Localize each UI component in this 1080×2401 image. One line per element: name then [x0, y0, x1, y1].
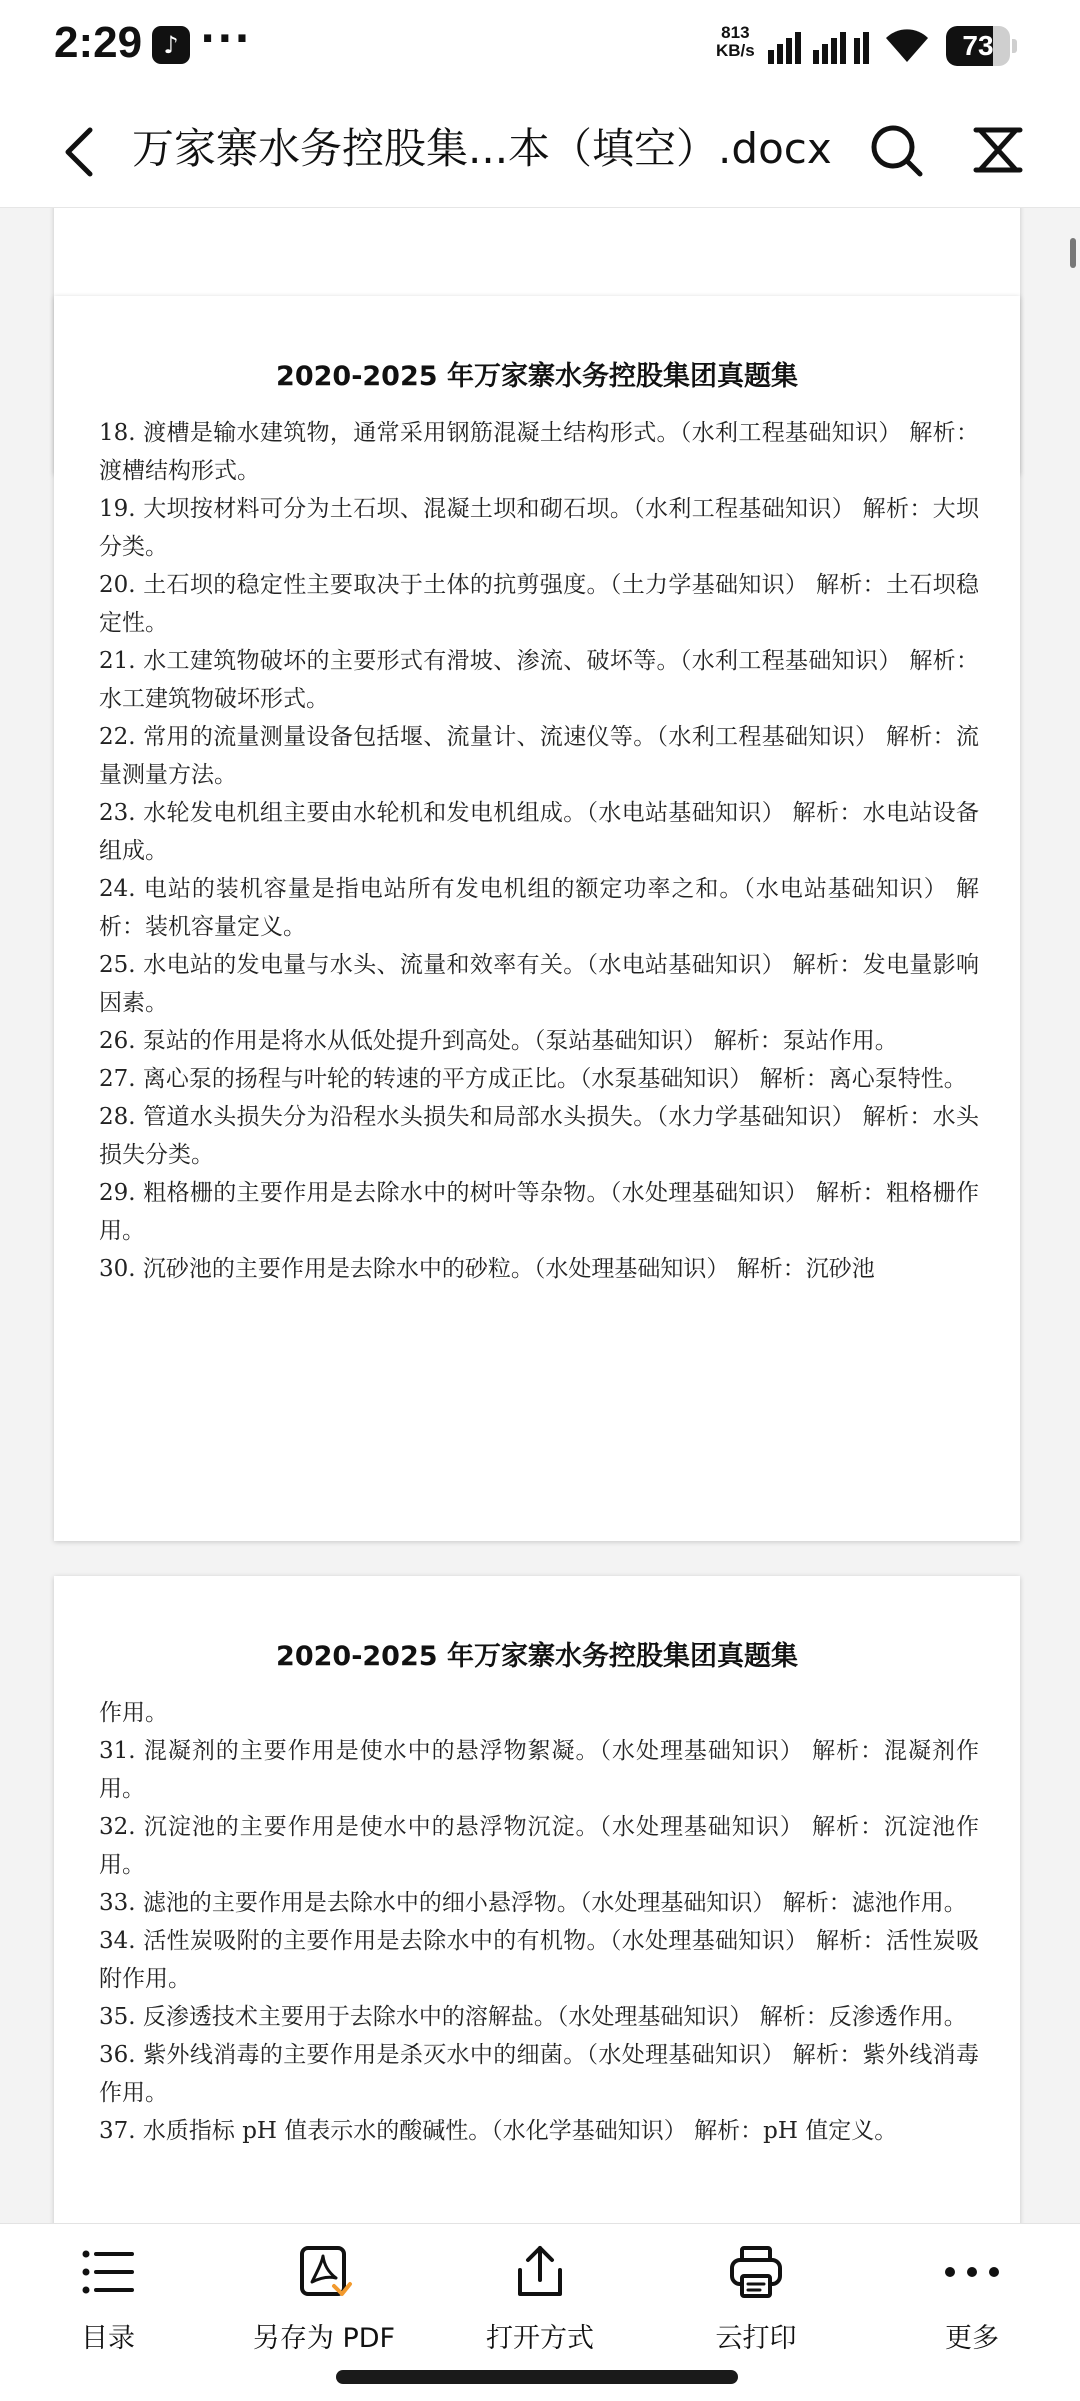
page-body: [99, 414, 979, 1288]
save-as-pdf-label: 另存为 PDF: [252, 2323, 396, 2354]
network-speed-unit: KB/s: [716, 41, 755, 60]
network-speed-value: 813: [721, 23, 750, 42]
question-item: 20. 土石坝的稳定性主要取决于土体的抗剪强度。（土力学基础知识） 解析：土石坝稳定性。: [99, 572, 979, 636]
battery-icon: [946, 26, 1018, 66]
document-page: [54, 1576, 1020, 2223]
toc-button[interactable]: [8, 2242, 208, 2362]
share-icon: [510, 2242, 570, 2302]
more-label: 更多: [945, 2323, 999, 2354]
pdf-icon: [294, 2242, 354, 2302]
question-item: 37. 水质指标 pH 值表示水的酸碱性。（水化学基础知识） 解析：pH 值定义。: [99, 2118, 898, 2144]
question-item: 23. 水轮发电机组主要由水轮机和发电机组成。（水电站基础知识） 解析：水电站设备组成。: [99, 800, 979, 864]
question-item: 30. 沉砂池的主要作用是去除水中的砂粒。（水处理基础知识） 解析：沉砂池: [99, 1256, 875, 1282]
question-item: 31. 混凝剂的主要作用是使水中的悬浮物絮凝。（水处理基础知识） 解析：混凝剂作用。: [99, 1738, 979, 1802]
tiktok-icon: ♪: [152, 26, 190, 64]
toc-label: 目录: [81, 2323, 135, 2354]
question-item: 29. 粗格栅的主要作用是去除水中的树叶等杂物。（水处理基础知识） 解析：粗格栅作用。: [99, 1180, 979, 1244]
open-with-label: 打开方式: [486, 2323, 594, 2354]
question-item: 24. 电站的装机容量是指电站所有发电机组的额定功率之和。（水电站基础知识） 解析：装机容量定义。: [99, 876, 979, 940]
printer-icon: [726, 2242, 786, 2302]
home-indicator[interactable]: [336, 2370, 738, 2384]
scrollbar-thumb[interactable]: [1070, 238, 1076, 268]
battery-level: 73: [962, 30, 994, 61]
question-item: 34. 活性炭吸附的主要作用是去除水中的有机物。（水处理基础知识） 解析：活性炭吸附作用。: [99, 1928, 979, 1992]
more-button[interactable]: [872, 2242, 1072, 2362]
status-bar: [0, 0, 1080, 92]
question-item: 21. 水工建筑物破坏的主要形式有滑坡、渗流、破坏等。（水利工程基础知识） 解析：水工建筑物破坏形式。: [99, 648, 979, 712]
status-more-dots: ···: [200, 16, 252, 62]
question-item: 18. 渡槽是输水建筑物，通常采用钢筋混凝土结构形式。（水利工程基础知识） 解析：渡槽结构形式。: [99, 420, 979, 484]
question-item: 27. 离心泵的扬程与叶轮的转速的平方成正比。（水泵基础知识） 解析：离心泵特性。: [99, 1066, 967, 1092]
cloud-print-button[interactable]: [656, 2242, 856, 2362]
bottom-toolbar: [0, 2223, 1080, 2401]
question-item: 28. 管道水头损失分为沿程水头损失和局部水头损失。（水力学基础知识） 解析：水头损失分类。: [99, 1104, 979, 1168]
question-item: 22. 常用的流量测量设备包括堰、流量计、流速仪等。（水利工程基础知识） 解析：流量测量方法。: [99, 724, 979, 788]
question-item: 35. 反渗透技术主要用于去除水中的溶解盐。（水处理基础知识） 解析：反渗透作用。: [99, 2004, 967, 2030]
list-icon: [78, 2242, 138, 2302]
document-title: 万家寨水务控股集...本（填空）.docx: [132, 124, 832, 173]
status-time: 2:29: [54, 18, 143, 67]
chevron-left-icon[interactable]: [52, 122, 108, 182]
question-item: 19. 大坝按材料可分为土石坝、混凝土坝和砌石坝。（水利工程基础知识） 解析：大坝分类。: [99, 496, 979, 560]
question-item: 26. 泵站的作用是将水从低处提升到高处。（泵站基础知识） 解析：泵站作用。: [99, 1028, 898, 1054]
continuation-text: 作用。: [99, 1700, 168, 1726]
network-speed: [716, 24, 755, 60]
more-icon: [942, 2242, 1002, 2302]
page-header: 2020-2025 年万家寨水务控股集团真题集: [276, 361, 798, 392]
open-with-button[interactable]: [440, 2242, 640, 2362]
page-header: 2020-2025 年万家寨水务控股集团真题集: [276, 1641, 798, 1672]
top-bar: [0, 92, 1080, 208]
menu-icon[interactable]: [970, 122, 1026, 178]
document-page: [54, 296, 1020, 1541]
signal-icon: [768, 30, 872, 64]
question-item: 25. 水电站的发电量与水头、流量和效率有关。（水电站基础知识） 解析：发电量影响因素。: [99, 952, 979, 1016]
question-item: 36. 紫外线消毒的主要作用是杀灭水中的细菌。（水处理基础知识） 解析：紫外线消毒作用。: [99, 2042, 979, 2106]
save-as-pdf-button[interactable]: [224, 2242, 424, 2362]
document-viewer[interactable]: [0, 208, 1080, 2223]
wifi-icon: [884, 26, 930, 64]
question-item: 33. 滤池的主要作用是去除水中的细小悬浮物。（水处理基础知识） 解析：滤池作用。: [99, 1890, 967, 1916]
question-item: 32. 沉淀池的主要作用是使水中的悬浮物沉淀。（水处理基础知识） 解析：沉淀池作用。: [99, 1814, 979, 1878]
cloud-print-label: 云打印: [715, 2323, 797, 2354]
search-icon[interactable]: [866, 120, 926, 180]
page-body: [99, 1694, 979, 2150]
